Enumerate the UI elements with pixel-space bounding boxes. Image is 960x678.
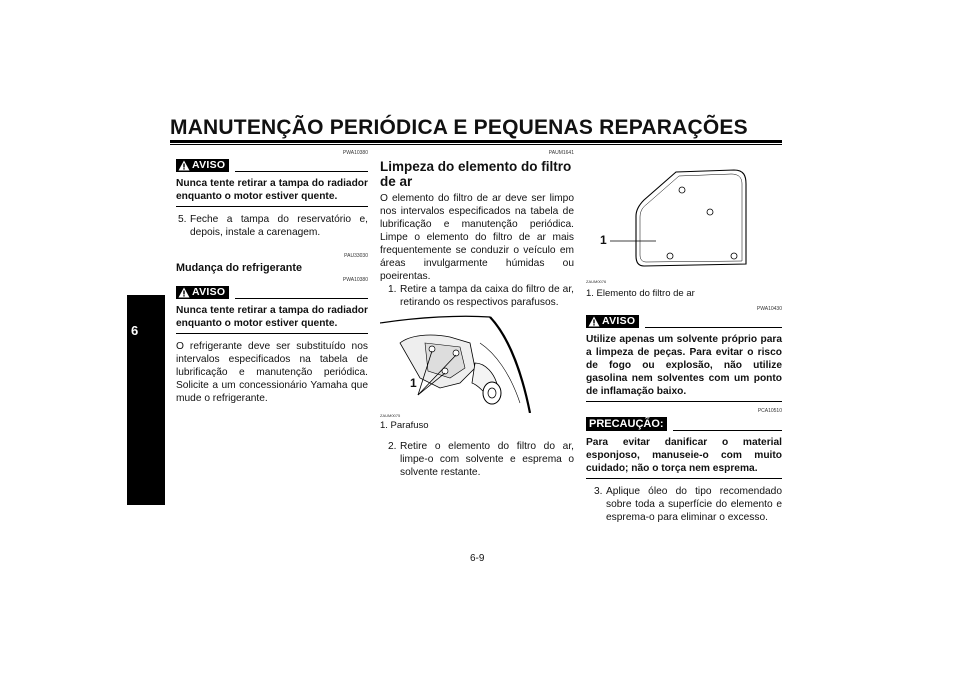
figure-caption: 1. Elemento do filtro de ar (586, 288, 695, 299)
ref-code: PCA10510 (757, 408, 782, 414)
ref-code: PAUM1641 (548, 150, 574, 156)
warning-rule (235, 298, 368, 299)
warning-triangle-icon (588, 316, 600, 327)
warning-label: AVISO (602, 315, 636, 327)
chapter-tab (127, 295, 165, 505)
caution-text: Para evitar danificar o material esponjoso, manuseie-o com muito cuidado; não o torça nem esprema. (586, 436, 782, 479)
step-number: 2. (388, 441, 397, 452)
chapter-number: 6 (131, 323, 139, 338)
warning-label: AVISO (192, 286, 226, 298)
subheading: Mudança do refrigerante (176, 262, 302, 274)
step-text: Retire o elemento do filtro do ar, limpe-o com solvente e esprema o solvente restante. (400, 441, 574, 478)
step-number: 5. (178, 214, 187, 225)
column-3 (586, 150, 782, 524)
warning-triangle-icon (178, 160, 190, 171)
step-number: 1. (388, 284, 397, 295)
figure-code: ZAUM0076 (586, 279, 607, 284)
caution-rule (673, 430, 782, 431)
ref-code: PWA10430 (756, 306, 782, 312)
warning-badge (586, 315, 639, 328)
warning-badge (176, 159, 229, 172)
ref-code: PWA10380 (342, 277, 368, 283)
warning-header (176, 159, 368, 172)
page-number: 6-9 (470, 553, 485, 564)
step-text: Retire a tampa da caixa do filtro de ar, retirando os respectivos parafusos. (400, 284, 574, 308)
section-title: Limpeza do elemento do filtro de ar (380, 159, 572, 189)
step-5 (178, 213, 368, 239)
header-rule-thin (170, 144, 782, 145)
page-title: MANUTENÇÃO PERIÓDICA E PEQUENAS REPARAÇÕES (170, 116, 748, 139)
paragraph: O elemento do filtro de ar deve ser limpo nos intervalos especificados na tabela de lubrificação e manutenção periódica. Limpe o elemento do filtro de ar mais frequentemente se conduzir o veículo em áreas invulgarmente húmidas ou poeirentas. (380, 193, 574, 282)
paragraph: O refrigerante deve ser substituído nos intervalos especificados na tabela de lubrificação e manutenção periódica. Solicite a um concessionário Yamaha que mude o refrigerante. (176, 341, 368, 404)
column-2 (380, 150, 574, 479)
step-text: Feche a tampa do reservatório e, depois, instale a carenagem. (190, 214, 368, 238)
filter-element-figure (586, 164, 780, 279)
header-rule (170, 140, 782, 143)
warning-text: Utilize apenas um solvente próprio para a limpeza de peças. Para evitar o risco de fogo ou explosão, não utilize gasolina nem solventes com um ponto de inflamação baixo. (586, 333, 782, 402)
step-text: Aplique óleo do tipo recomendado sobre toda a superfície do elemento e esprema-o para eliminar o excesso. (606, 486, 782, 523)
warning-header (586, 315, 782, 328)
caution-header (586, 417, 782, 431)
warning-text: Nunca tente retirar a tampa do radiador enquanto o motor estiver quente. (176, 177, 368, 207)
ref-code: PWA10380 (342, 150, 368, 156)
airbox-figure (380, 313, 574, 413)
warning-rule (645, 327, 782, 328)
warning-header (176, 286, 368, 299)
figure-callout: 1 (410, 376, 417, 390)
warning-badge (176, 286, 229, 299)
warning-text: Nunca tente retirar a tampa do radiador enquanto o motor estiver quente. (176, 304, 368, 334)
figure-callout: 1 (600, 233, 607, 247)
warning-rule (235, 171, 368, 172)
step-1 (388, 283, 574, 309)
step-2 (388, 440, 574, 479)
filter-element-illustration (586, 164, 780, 279)
caution-badge: PRECAUÇÃO: (586, 417, 667, 431)
column-1 (176, 150, 368, 405)
figure-code: ZAUM0075 (380, 413, 401, 418)
figure-caption: 1. Parafuso (380, 420, 429, 431)
airbox-cover-illustration (380, 313, 574, 413)
warning-label: AVISO (192, 159, 226, 171)
ref-code: PAU33030 (344, 253, 368, 259)
step-number: 3. (594, 486, 603, 497)
step-3 (594, 485, 782, 524)
warning-triangle-icon (178, 287, 190, 298)
